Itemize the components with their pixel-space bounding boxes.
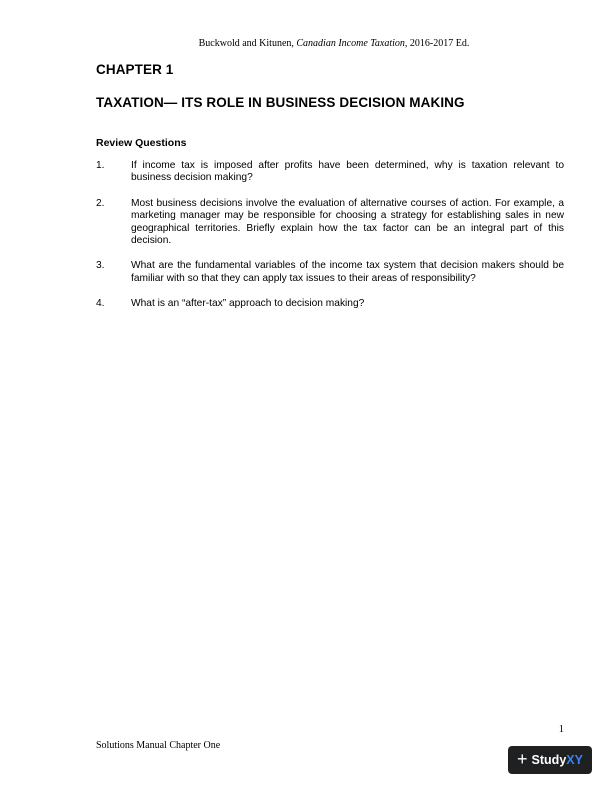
- header-edition: 2016-2017 Ed.: [407, 38, 470, 49]
- badge-word-study: Study: [531, 753, 567, 767]
- question-item: [96, 260, 564, 285]
- question-number: 4.: [96, 298, 105, 310]
- question-number: 3.: [96, 260, 105, 272]
- question-text: If income tax is imposed after profits have been determined, why is taxation relevant to business decision making?: [131, 160, 564, 184]
- question-text: What are the fundamental variables of the income tax system that decision makers should be familiar with so that they can apply tax issues to their areas of responsibility?: [131, 260, 564, 284]
- question-number: 2.: [96, 197, 105, 209]
- review-questions-list: [96, 160, 564, 324]
- header-book-title: Canadian Income Taxation,: [296, 38, 408, 49]
- footer-text: Solutions Manual Chapter One: [96, 740, 221, 751]
- plus-icon: +: [517, 749, 528, 769]
- badge-label: [532, 753, 583, 767]
- question-item: [96, 298, 564, 310]
- page-number: 1: [558, 724, 564, 735]
- question-text: What is an “after-tax” approach to decision making?: [131, 298, 365, 310]
- studyxy-badge[interactable]: [508, 746, 592, 774]
- chapter-title: TAXATION— ITS ROLE IN BUSINESS DECISION MAKING: [96, 95, 465, 110]
- chapter-label: CHAPTER 1: [96, 62, 174, 77]
- running-header: [0, 38, 612, 49]
- badge-word-xy: XY: [566, 753, 583, 767]
- section-heading: Review Questions: [96, 137, 187, 149]
- question-text: Most business decisions involve the evaluation of alternative courses of action. For example, a marketing manager may be responsible for choosing a strategy for establishing sales in new geographical territories. Briefly explain how the tax factor can be an integral part of this decision.: [131, 197, 564, 247]
- header-authors: Buckwold and Kitunen,: [198, 38, 297, 49]
- question-item: [96, 160, 564, 185]
- question-item: [96, 198, 564, 248]
- question-number: 1.: [96, 160, 105, 171]
